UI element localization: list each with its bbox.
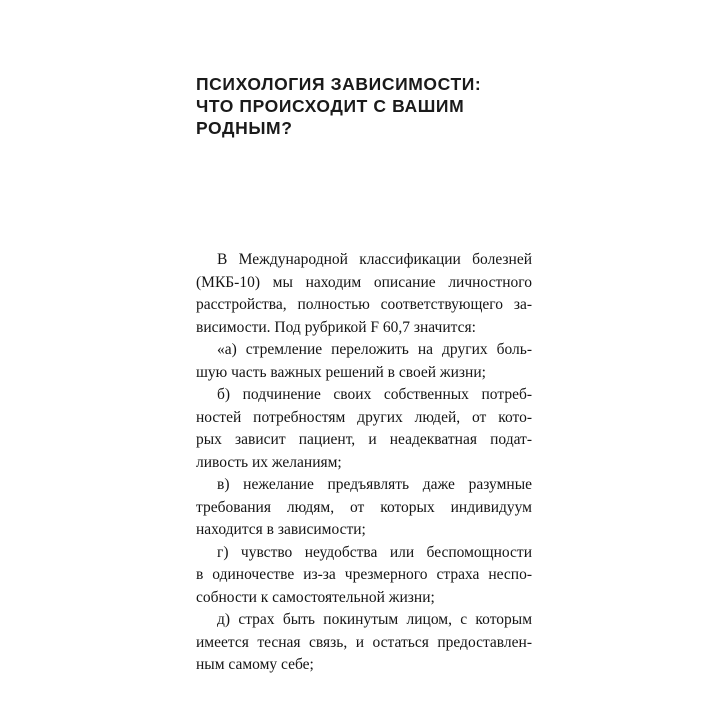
text-line: находится в зависимости;	[196, 521, 366, 538]
text-line: в одиночестве из-за чрезмерного страха неспо-	[196, 566, 532, 583]
text-line: д) страх быть покинутым лицом, с которым	[217, 611, 532, 628]
text-line: имеется тесная связь, и остаться предоставлен-	[196, 633, 532, 651]
text-line: расстройства, полностью соответствующего за-	[196, 296, 532, 313]
paragraph	[196, 249, 532, 339]
chapter-title-line: ПСИХОЛОГИЯ ЗАВИСИМОСТИ:	[196, 74, 482, 94]
body-text	[196, 249, 532, 677]
paragraph	[196, 384, 532, 474]
text-line: рых зависит пациент, и неадекватная подат-	[196, 431, 532, 448]
text-line: В Международной классификации болезней	[217, 251, 532, 268]
text-line: висимости. Под рубрикой F 60,7 значится:	[196, 318, 476, 336]
text-line: (МКБ-10) мы находим описание личностного	[196, 273, 532, 291]
text-line: г) чувство неудобства или беспомощности	[217, 543, 532, 561]
text-line: «а) стремление переложить на других боль-	[217, 341, 532, 358]
chapter-title-line: ЧТО ПРОИСХОДИТ С ВАШИМ	[196, 96, 465, 116]
page-content	[196, 73, 532, 677]
text-line: б) подчинение своих собственных потреб-	[217, 386, 532, 403]
text-line: требования людям, от которых индивидуум	[196, 498, 532, 516]
text-line: ливость их желаниям;	[196, 453, 342, 471]
text-line: шую часть важных решений в своей жизни;	[196, 363, 486, 381]
paragraph	[196, 474, 532, 542]
chapter-title	[196, 73, 532, 139]
paragraph	[196, 609, 532, 677]
paragraph	[196, 339, 532, 384]
text-line: ностей потребностям других людей, от кото-	[196, 408, 532, 426]
text-line: собности к самостоятельной жизни;	[196, 588, 435, 606]
text-line: в) нежелание предъявлять даже разумные	[217, 476, 532, 493]
text-line: ным самому себе;	[196, 656, 314, 673]
chapter-title-line: РОДНЫМ?	[196, 118, 293, 138]
paragraph	[196, 542, 532, 610]
